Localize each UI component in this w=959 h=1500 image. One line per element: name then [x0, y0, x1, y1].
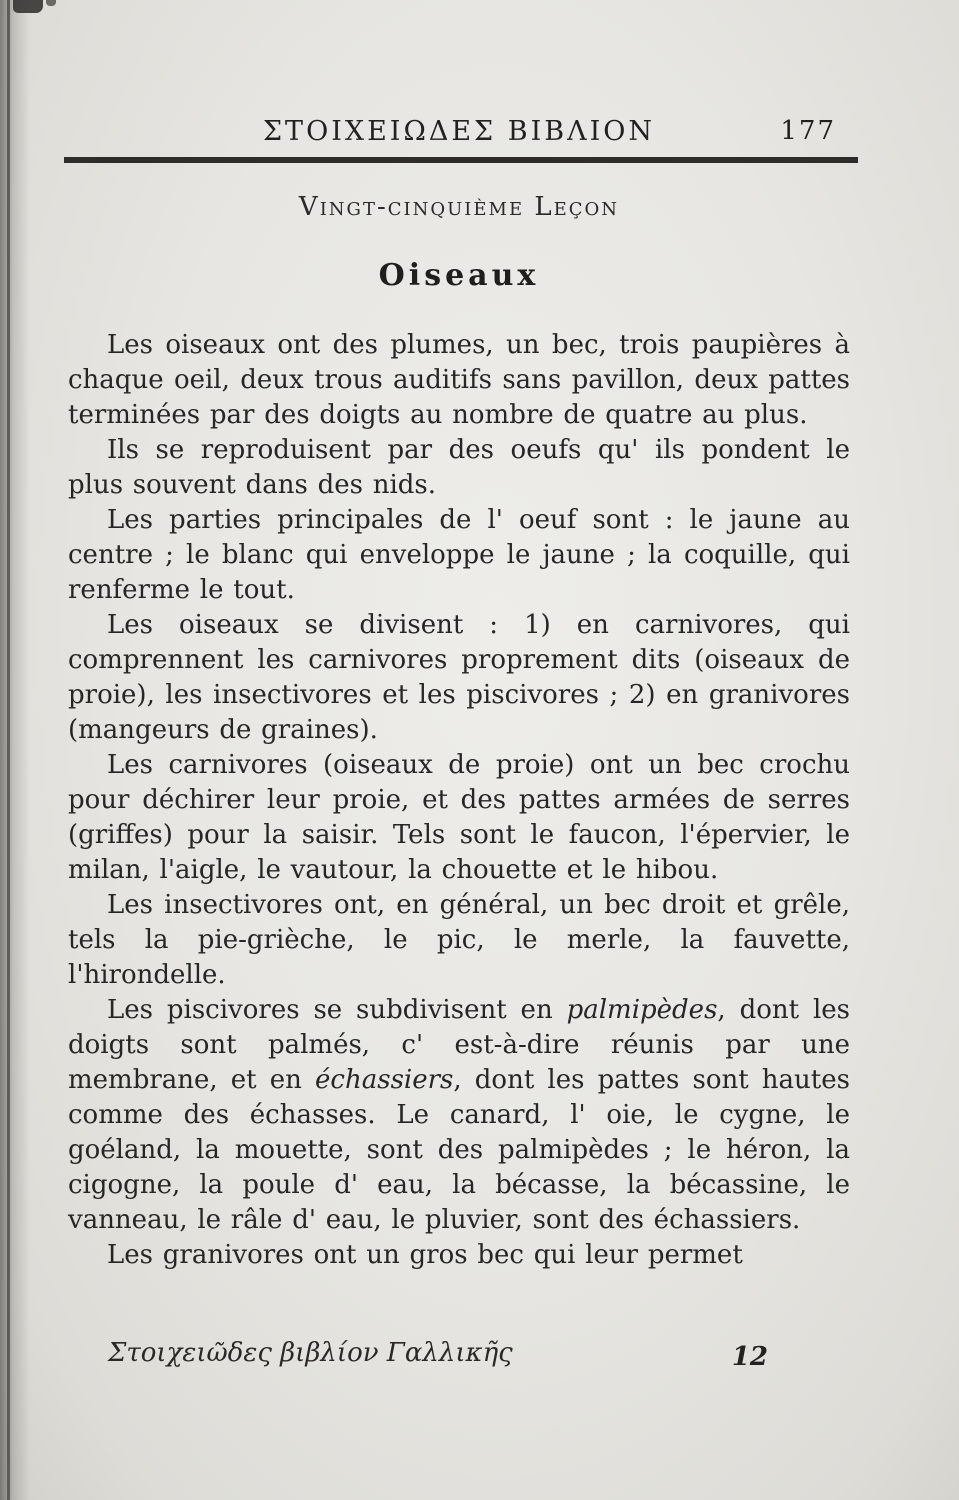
text-run: Les granivores ont un gros bec qui leur permet: [107, 1240, 743, 1270]
text-run: Les oiseaux ont des plumes, un bec, trois paupières à chaque oeil, deux trous auditifs sans pavillon, deux pattes terminées par des doigts au nombre de quatre au plus.: [68, 330, 850, 430]
paragraph: [68, 608, 850, 748]
paragraph: [68, 503, 850, 608]
scan-corner-mark-small: [46, 0, 56, 6]
paragraph: [68, 748, 850, 888]
section-title: Oiseaux: [378, 258, 540, 293]
page-gutter-shadow: [0, 0, 30, 1500]
paragraph: [68, 993, 850, 1238]
body-text: [68, 328, 850, 1273]
page-header: [68, 116, 850, 152]
text-run: , dont les pattes sont hautes comme des échasses. Le canard, l' oie, le cygne, le goéland, la mouette, sont des palmipèdes ; le héron, la cigogne, la poule d' eau, la bécasse, la bécassine, le vanneau, le râle d' eau, le pluvier, sont des échassiers.: [68, 1065, 850, 1235]
header-rule: [64, 157, 858, 163]
italic-term: palmipèdes: [566, 995, 718, 1025]
text-run: , dont les doigts sont palmés, c' est-à-dire réunis par une membrane, et en: [68, 995, 850, 1095]
running-title: ΣΤΟΙΧΕΙΩΔΕΣ ΒΙΒΛΙΟΝ: [262, 116, 656, 147]
italic-term: échassiers: [315, 1065, 454, 1095]
page-body: [68, 0, 850, 1500]
paragraph: [68, 433, 850, 503]
paragraph: [68, 1238, 850, 1273]
page-edge-line: [7, 0, 10, 1500]
text-run: Les parties principales de l' oeuf sont : le jaune au centre ; le blanc qui enveloppe le jaune ; la coquille, qui renferme le tout.: [68, 505, 850, 605]
scan-corner-mark: [13, 0, 43, 13]
text-run: Ils se reproduisent par des oeufs qu' ils pondent le plus souvent dans des nids.: [68, 435, 850, 500]
page-footer: [68, 1338, 850, 1378]
text-run: Les carnivores (oiseaux de proie) ont un bec crochu pour déchirer leur proie, et des pattes armées de serres (griffes) pour la saisir. Tels sont le faucon, l'épervier, le milan, l'aigle, le vautour, la chouette et le hibou.: [68, 750, 850, 885]
lesson-heading: Vingt-cinquième Leçon: [298, 192, 620, 222]
footer-series-title: Στοιχειῶδες βιβλίον Γαλλικῆς: [108, 1338, 513, 1368]
footer-volume-number: 12: [731, 1342, 768, 1372]
paragraph: [68, 888, 850, 993]
paragraph: [68, 328, 850, 433]
text-run: Les piscivores se subdivisent en: [107, 995, 567, 1025]
text-run: Les insectivores ont, en général, un bec droit et grêle, tels la pie-grièche, le pic, le merle, la fauvette, l'hirondelle.: [68, 890, 850, 990]
text-run: Les oiseaux se divisent : 1) en carnivores, qui comprennent les carnivores proprement dits (oiseaux de proie), les insectivores et les piscivores ; 2) en granivores (mangeurs de graines).: [68, 610, 850, 745]
page-number: 177: [780, 116, 836, 146]
